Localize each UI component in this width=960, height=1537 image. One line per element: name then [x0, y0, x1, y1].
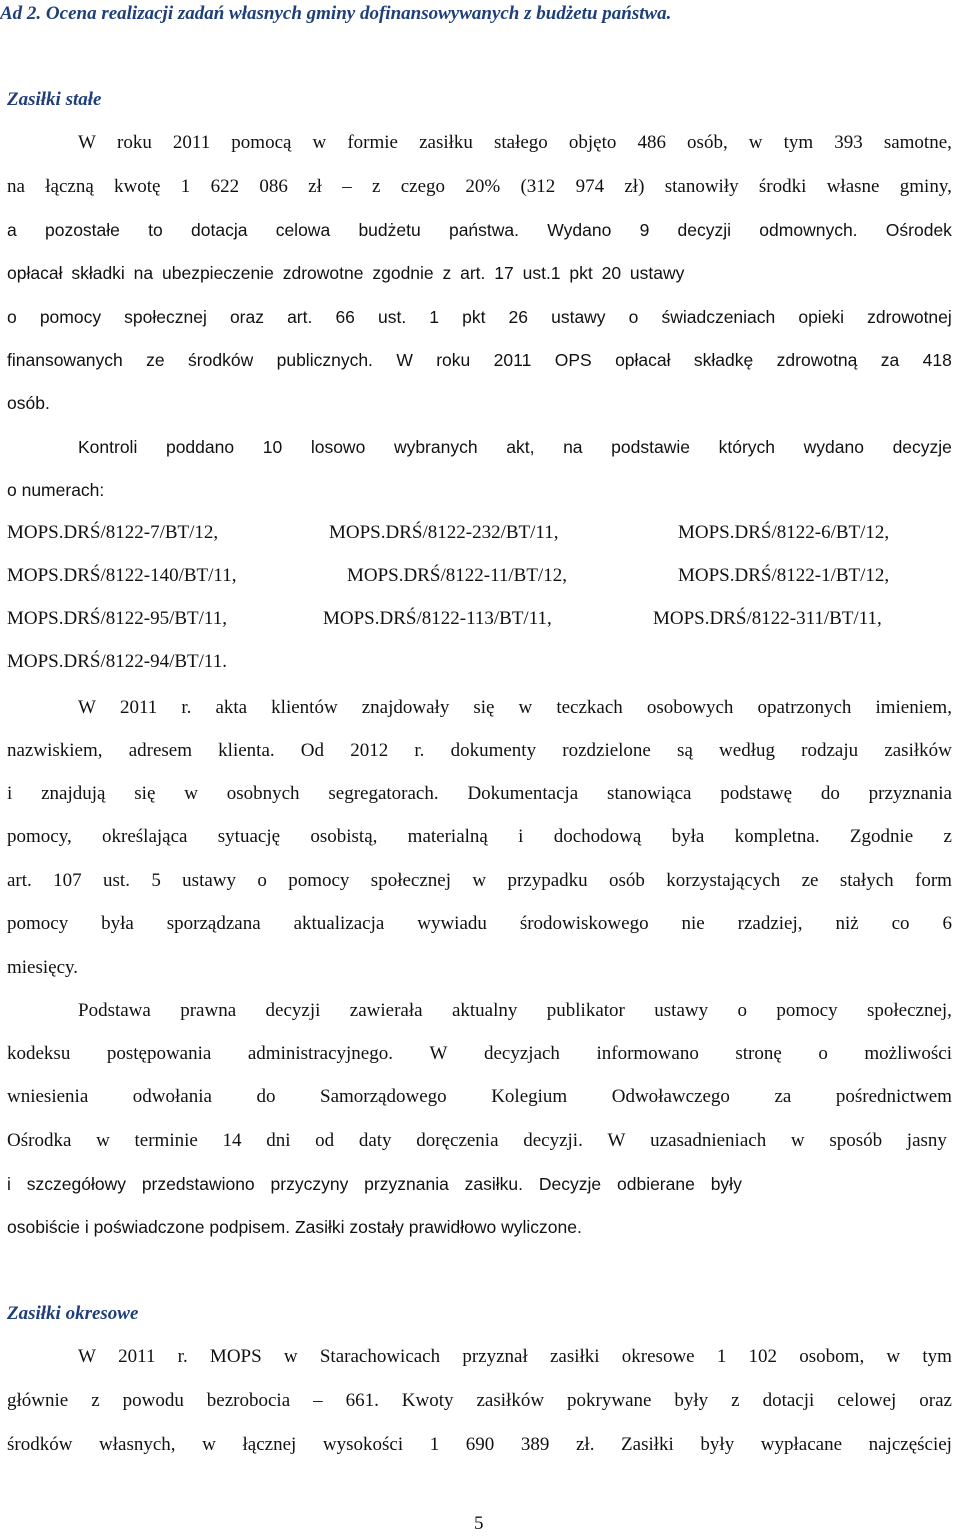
paragraph-line: osób. — [7, 393, 50, 413]
paragraph-line: W 2011 r. akta klientów znajdowały się w teczkach osobowych opatrzonych imieniem, — [78, 697, 952, 718]
paragraph-line: opłacał składki na ubezpieczenie zdrowotne zgodnie z art. 17 ust.1 pkt 20 ustawy — [7, 263, 685, 283]
paragraph-line: o pomocy społecznej oraz art. 66 ust. 1 pkt 26 ustawy o świadczeniach opieki zdrowotnej — [7, 307, 952, 327]
decision-number: MOPS.DRŚ/8122-95/BT/11, — [7, 608, 227, 629]
paragraph-line: i znajdują się w osobnych segregatorach. Dokumentacja stanowiąca podstawę do przyznania — [7, 783, 952, 804]
decision-number: MOPS.DRŚ/8122-311/BT/11, — [653, 608, 882, 629]
paragraph-line: W 2011 r. MOPS w Starachowicach przyznał zasiłki okresowe 1 102 osobom, w tym — [78, 1346, 952, 1367]
decision-number: MOPS.DRŚ/8122-7/BT/12, — [7, 522, 219, 543]
paragraph-line: i szczegółowy przedstawiono przyczyny przyznania zasiłku. Decyzje odbierane były — [7, 1174, 742, 1194]
paragraph-line: pomocy była sporządzana aktualizacja wywiadu środowiskowego nie rzadziej, niż co 6 — [7, 913, 952, 934]
paragraph-line: wniesienia odwołania do Samorządowego Kolegium Odwoławczego za pośrednictwem — [7, 1086, 952, 1107]
paragraph-line: nazwiskiem, adresem klienta. Od 2012 r. dokumenty rozdzielone są według rodzaju zasiłków — [7, 740, 952, 761]
paragraph-line: na łączną kwotę 1 622 086 zł – z czego 20% (312 974 zł) stanowiły środki własne gminy, — [7, 176, 952, 197]
paragraph-line: kodeksu postępowania administracyjnego. W decyzjach informowano stronę o możliwości — [7, 1043, 952, 1064]
paragraph-line: finansowanych ze środków publicznych. W roku 2011 OPS opłacał składkę zdrowotną za 418 — [7, 350, 952, 370]
decision-number: MOPS.DRŚ/8122-140/BT/11, — [7, 565, 237, 586]
page-number: 5 — [474, 1513, 484, 1534]
paragraph-line: o numerach: — [7, 480, 105, 500]
paragraph-line: Ośrodka w terminie 14 dni od daty doręczenia decyzji. W uzasadnieniach w sposób jasny — [7, 1130, 947, 1151]
paragraph-line: pomocy, określająca sytuację osobistą, materialną i dochodową była kompletna. Zgodnie z — [7, 826, 952, 847]
paragraph-line: Podstawa prawna decyzji zawierała aktualny publikator ustawy o pomocy społecznej, — [78, 1000, 952, 1021]
decision-number: MOPS.DRŚ/8122-11/BT/12, — [347, 565, 567, 586]
paragraph-line: osobiście i poświadczone podpisem. Zasiłki zostały prawidłowo wyliczone. — [7, 1217, 582, 1237]
paragraph-line: głównie z powodu bezrobocia – 661. Kwoty zasiłków pokrywane były z dotacji celowej oraz — [7, 1390, 952, 1411]
paragraph-line: W roku 2011 pomocą w formie zasiłku stałego objęto 486 osób, w tym 393 samotne, — [78, 132, 952, 153]
decision-number: MOPS.DRŚ/8122-113/BT/11, — [323, 608, 552, 629]
paragraph-line: środków własnych, w łącznej wysokości 1 690 389 zł. Zasiłki były wypłacane najczęściej — [7, 1434, 952, 1455]
decision-number: MOPS.DRŚ/8122-232/BT/11, — [329, 522, 559, 543]
paragraph-line: miesięcy. — [7, 957, 79, 978]
paragraph-line: a pozostałe to dotacja celowa budżetu państwa. Wydano 9 decyzji odmownych. Ośrodek — [7, 220, 952, 240]
section-heading-zasilki-okresowe: Zasiłki okresowe — [7, 1303, 139, 1324]
page-title: Ad 2. Ocena realizacji zadań własnych gminy dofinansowywanych z budżetu państwa. — [0, 3, 672, 24]
decision-number: MOPS.DRŚ/8122-6/BT/12, — [678, 522, 890, 543]
decision-number: MOPS.DRŚ/8122-94/BT/11. — [7, 651, 227, 672]
paragraph-line: art. 107 ust. 5 ustawy o pomocy społecznej w przypadku osób korzystających ze stałych form — [7, 870, 952, 891]
paragraph-line: Kontroli poddano 10 losowo wybranych akt, na podstawie których wydano decyzje — [78, 437, 952, 457]
section-heading-zasilki-stale: Zasiłki stałe — [7, 89, 102, 110]
decision-number: MOPS.DRŚ/8122-1/BT/12, — [678, 565, 890, 586]
